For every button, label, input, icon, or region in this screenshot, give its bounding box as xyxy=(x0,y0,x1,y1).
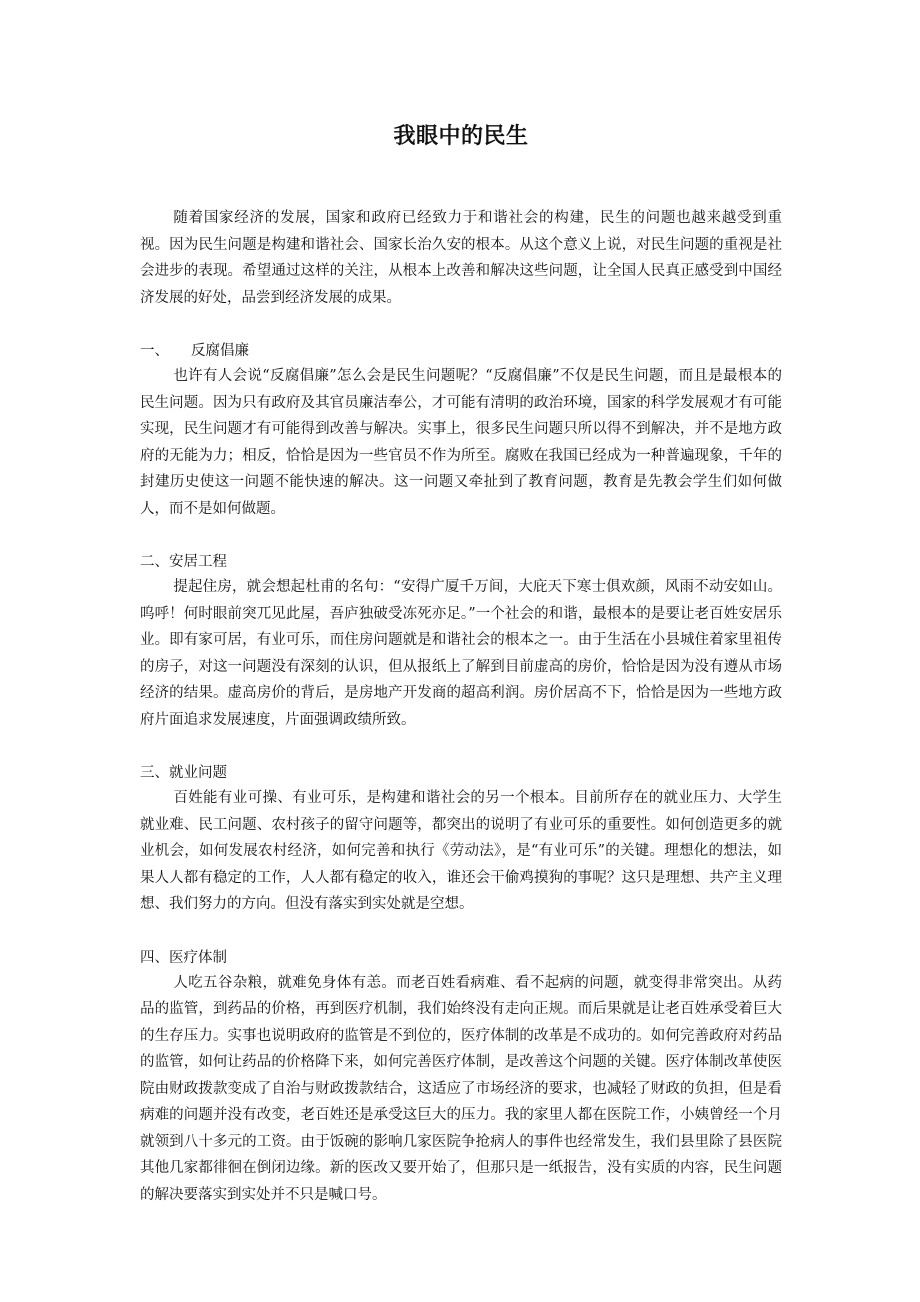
section-3 xyxy=(140,761,782,918)
section-title: 就业问题 xyxy=(169,765,227,781)
section-heading xyxy=(140,946,782,970)
section-body: 百姓能有业可操、有业可乐，是构建和谐社会的另一个根本。目前所存在的就业压力、大学生就业难、民工问题、农村孩子的留守问题等，都突出的说明了有业可乐的重要性。如何创造更多的就业机会，如何发展农村经济，如何完善和执行《劳动法》，是“有业可乐”的关键。理想化的想法，如果人人都有稳定的工作，人人都有稳定的收入，谁还会干偷鸡摸狗的事呢？这只是理想、共产主义理想、我们努力的方向。但没有落实到实处就是空想。 xyxy=(140,790,782,912)
section-body: 提起住房，就会想起杜甫的名句：“安得广厦千万间，大庇天下寒士俱欢颜，风雨不动安如山。呜呼！何时眼前突兀见此屋，吾庐独破受冻死亦足。”一个社会的和谐，最根本的是要让老百姓安居乐业。即有家可居，有业可乐，而住房问题就是和谐社会的根本之一。由于生活在小县城住着家里祖传的房子，对这一问题没有深刻的认识，但从报纸上了解到目前虚高的房价，恰恰是因为没有遵从市场经济的结果。虚高房价的背后，是房地产开发商的超高利润。房价居高不下，恰恰是因为一些地方政府片面追求发展速度，片面强调政绩所致。 xyxy=(140,579,782,728)
section-heading xyxy=(140,339,782,363)
section-body: 人吃五谷杂粮，就难免身体有恙。而老百姓看病难、看不起病的问题，就变得非常突出。从药品的监管，到药品的价格，再到医疗机制，我们始终没有走向正规。而后果就是让老百姓承受着巨大的生存压力。实事也说明政府的监管是不到位的，医疗体制的改革是不成功的。如何完善政府对药品的监管，如何让药品的价格降下来，如何完善医疗体制，是改善这个问题的关键。医疗体制改革使医院由财政拨款变成了自治与财政拨款结合，这适应了市场经济的要求，也减轻了财政的负担，但是看病难的问题并没有改变，老百姓还是承受这巨大的压力。我的家里人都在医院工作，小姨曾经一个月就领到八十多元的工资。由于饭碗的影响几家医院争抢病人的事件也经常发生，我们县里除了县医院其他几家都徘徊在倒闭边缘。新的医改又要开始了，但那只是一纸报告，没有实质的内容，民生问题的解决要落实到实处并不只是喊口号。 xyxy=(140,974,782,1203)
section-number: 二、 xyxy=(140,554,169,570)
section-title: 反腐倡廉 xyxy=(191,343,249,359)
intro-paragraph: 随着国家经济的发展，国家和政府已经致力于和谐社会的构建，民生的问题也越来越受到重视。因为民生问题是构建和谐社会、国家长治久安的根本。从这个意义上说，对民生问题的重视是社会进步的表现。希望通过这样的关注，从根本上改善和解决这些问题，让全国人民真正感受到中国经济发展的好处，品尝到经济发展的成果。 xyxy=(140,210,782,306)
section-body: 也许有人会说“反腐倡廉”怎么会是民生问题呢？“反腐倡廉”不仅是民生问题，而且是最根本的民生问题。因为只有政府及其官员廉洁奉公，才可能有清明的政治环境，国家的科学发展观才有可能实现，民生问题才有可能得到改善与解决。实事上，很多民生问题只所以得不到解决，并不是地方政府的无能为力；相反，恰恰是因为一些官员不作为所至。腐败在我国已经成为一种普遍现象，千年的封建历史使这一问题不能快速的解决。这一问题又牵扯到了教育问题，教育是先教会学生们如何做人，而不是如何做题。 xyxy=(140,368,782,517)
section-number: 一、 xyxy=(140,343,169,359)
section-heading xyxy=(140,550,782,574)
section-title: 医疗体制 xyxy=(169,949,227,966)
section-heading xyxy=(140,761,782,785)
document-page xyxy=(140,0,782,1208)
section-title: 安居工程 xyxy=(169,554,227,570)
section-4 xyxy=(140,946,782,1209)
section-number: 四、 xyxy=(140,949,169,966)
section-1 xyxy=(140,339,782,522)
document-title: 我眼中的民生 xyxy=(393,124,529,149)
section-number: 三、 xyxy=(140,765,169,781)
section-2 xyxy=(140,550,782,733)
